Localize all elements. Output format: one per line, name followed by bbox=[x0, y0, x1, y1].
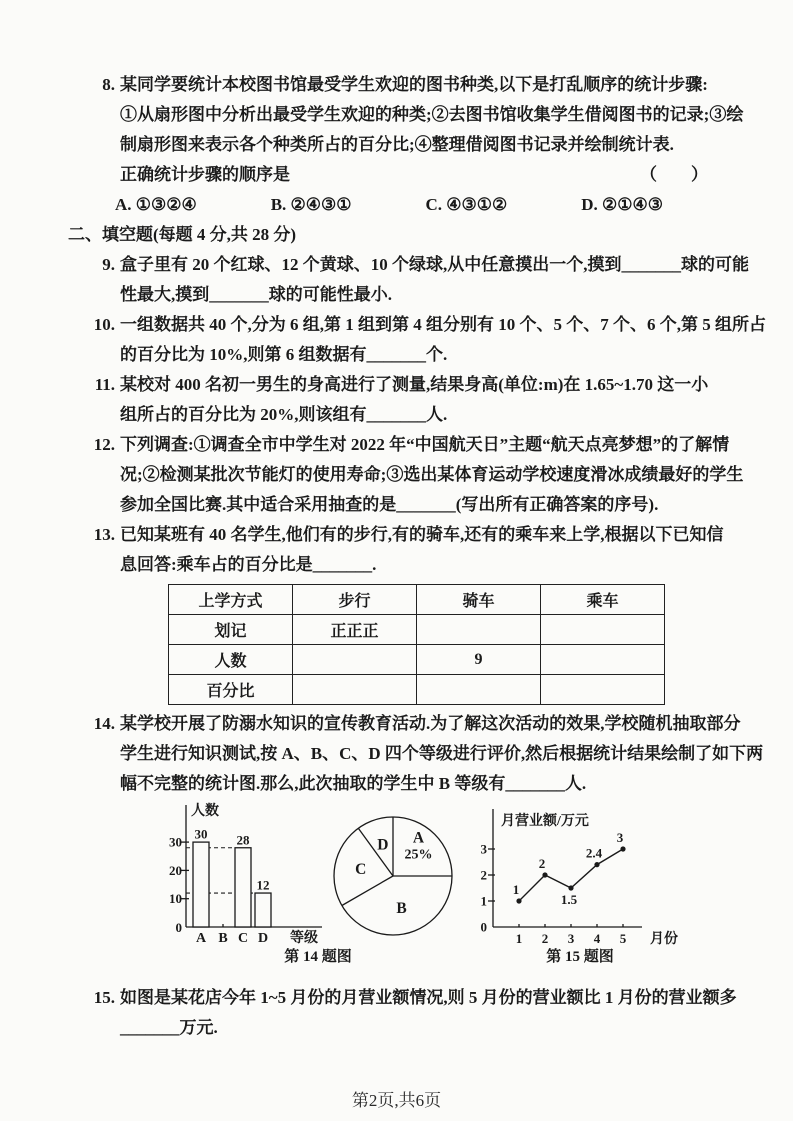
question-text: 正确统计步骤的顺序是 bbox=[120, 165, 290, 184]
y-tick-label: 20 bbox=[169, 862, 182, 878]
point-label: 1.5 bbox=[560, 892, 578, 907]
bar bbox=[255, 893, 271, 927]
table-cell bbox=[417, 615, 541, 645]
table-cell bbox=[541, 645, 665, 675]
x-tick-label: B bbox=[218, 931, 228, 946]
bar bbox=[235, 848, 251, 927]
table-cell: 正正正 bbox=[293, 615, 417, 645]
y-tick-label: 10 bbox=[169, 891, 182, 907]
question-8 bbox=[0, 70, 793, 220]
bar bbox=[193, 842, 209, 927]
bar-value-label: 30 bbox=[194, 826, 208, 842]
question-line: 幅不完整的统计图.那么,此次抽取的学生中 B 等级有_______人. bbox=[120, 774, 587, 793]
choice-d: D. ②①④③ bbox=[581, 195, 663, 214]
question-15 bbox=[0, 983, 793, 1043]
question-number: 10. bbox=[93, 315, 115, 334]
question-line: 的百分比为 10%,则第 6 组数据有_______个. bbox=[120, 345, 448, 364]
table-row bbox=[169, 645, 665, 675]
choice-row bbox=[0, 190, 663, 220]
commute-table bbox=[168, 584, 665, 705]
section-title: 二、填空题 bbox=[68, 225, 153, 244]
point-label: 1 bbox=[512, 882, 520, 897]
figures-row bbox=[0, 799, 793, 971]
x-tick-label: 1 bbox=[515, 931, 523, 946]
question-line: ①从扇形图中分析出最受学生欢迎的种类;②去图书馆收集学生借阅图书的记录;③绘 bbox=[120, 105, 744, 124]
question-text: 某校对 400 名初一男生的身高进行了测量,结果身高(单位:m)在 1.65~1.70 这一小 bbox=[120, 375, 709, 394]
question-line: 性最大,摸到_______球的可能性最小. bbox=[120, 285, 392, 304]
table-cell bbox=[293, 645, 417, 675]
pie-slice-label: C bbox=[355, 861, 367, 879]
question-number: 12. bbox=[93, 435, 115, 454]
question-line: _______万元. bbox=[120, 1018, 218, 1037]
table-cell: 人数 bbox=[169, 645, 293, 675]
x-tick-label: A bbox=[195, 931, 207, 946]
pie-slice-value: 25% bbox=[404, 847, 433, 863]
y-tick-label: 30 bbox=[169, 834, 182, 850]
figure-caption-14: 第 14 题图 bbox=[284, 949, 352, 965]
question-text: 某同学要统计本校图书馆最受学生欢迎的图书种类,以下是打乱顺序的统计步骤: bbox=[120, 75, 708, 94]
choice-c: C. ④③①② bbox=[425, 195, 508, 214]
table-cell bbox=[417, 675, 541, 705]
table-cell: 骑车 bbox=[417, 585, 541, 615]
question-line bbox=[0, 250, 793, 280]
table-cell: 上学方式 bbox=[169, 585, 293, 615]
question-line bbox=[0, 520, 793, 550]
question-line: 参加全国比赛.其中适合采用抽查的是_______(写出所有正确答案的序号). bbox=[120, 495, 659, 514]
question-text: 如图是某花店今年 1~5 月份的月营业额情况,则 5 月份的营业额比 1 月份的营业额多 bbox=[120, 988, 737, 1007]
section-meta: (每题 4 分,共 28 分) bbox=[153, 225, 297, 244]
table-cell: 乘车 bbox=[541, 585, 665, 615]
question-line: 息回答:乘车占的百分比是_______. bbox=[120, 555, 377, 574]
data-point bbox=[620, 846, 625, 851]
question-line: 制扇形图来表示各个种类所占的百分比;④整理借阅图书记录并绘制统计表. bbox=[120, 135, 674, 154]
page-footer: 第2页,共6页 bbox=[351, 1091, 442, 1110]
question-10 bbox=[0, 310, 793, 370]
table-cell: 9 bbox=[417, 645, 541, 675]
pie-slice-label: D bbox=[377, 836, 389, 854]
point-label: 3 bbox=[616, 830, 624, 845]
x-axis-label: 月份 bbox=[650, 932, 678, 947]
pie-chart-q14 bbox=[328, 809, 460, 941]
y-axis-label: 人数 bbox=[191, 804, 219, 819]
question-9 bbox=[0, 250, 793, 310]
data-point bbox=[542, 872, 547, 877]
question-14 bbox=[0, 709, 793, 799]
pie-slice-label: A bbox=[412, 829, 425, 847]
table-row bbox=[169, 585, 665, 615]
y-tick-label: 1 bbox=[480, 893, 487, 909]
bar-value-label: 28 bbox=[236, 832, 250, 848]
question-number: 15. bbox=[93, 988, 115, 1007]
data-point bbox=[594, 862, 599, 867]
svg-text:0: 0 bbox=[175, 920, 182, 935]
bar-value-label: 12 bbox=[256, 877, 270, 893]
question-line bbox=[0, 370, 793, 400]
y-tick-label: 3 bbox=[480, 841, 487, 857]
x-tick-label: 3 bbox=[567, 931, 575, 946]
y-axis-label: 月营业额/万元 bbox=[501, 814, 589, 829]
answer-brackets: （ ） bbox=[640, 165, 708, 184]
svg-text:0: 0 bbox=[480, 919, 487, 935]
table-cell: 步行 bbox=[293, 585, 417, 615]
section-header bbox=[0, 220, 793, 250]
question-line bbox=[0, 983, 793, 1013]
pie-slice-label: B bbox=[396, 899, 407, 917]
question-text: 已知某班有 40 名学生,他们有的步行,有的骑车,还有的乘车来上学,根据以下已知信 bbox=[120, 525, 724, 544]
x-tick-label: C bbox=[237, 931, 249, 946]
question-text: 某学校开展了防溺水知识的宣传教育活动.为了解这次活动的效果,学校随机抽取部分 bbox=[120, 714, 741, 733]
question-12 bbox=[0, 430, 793, 520]
x-tick-label: 2 bbox=[541, 931, 549, 946]
question-line bbox=[0, 709, 793, 739]
x-tick-label: 4 bbox=[593, 931, 601, 946]
y-tick-label: 2 bbox=[480, 867, 487, 883]
question-line bbox=[0, 430, 793, 460]
point-label: 2.4 bbox=[585, 845, 603, 861]
point-label: 2 bbox=[538, 856, 546, 871]
table-row bbox=[169, 615, 665, 645]
figure-caption-15: 第 15 题图 bbox=[546, 949, 614, 965]
choice-b: B. ②④③① bbox=[270, 195, 352, 214]
question-line bbox=[0, 310, 793, 340]
question-number: 14. bbox=[93, 714, 115, 733]
question-text: 下列调查:①调查全市中学生对 2022 年“中国航天日”主题“航天点亮梦想”的了解情 bbox=[120, 435, 730, 454]
question-line: 学生进行知识测试,按 A、B、C、D 四个等级进行评价,然后根据统计结果绘制了如下两 bbox=[120, 744, 764, 763]
question-line: 组所占的百分比为 20%,则该组有_______人. bbox=[120, 405, 448, 424]
question-11 bbox=[0, 370, 793, 430]
question-line: 况;②检测某批次节能灯的使用寿命;③选出某体育运动学校速度滑冰成绩最好的学生 bbox=[120, 465, 744, 484]
table-cell: 划记 bbox=[169, 615, 293, 645]
x-tick-label: 5 bbox=[619, 931, 627, 946]
table-row bbox=[169, 675, 665, 705]
x-tick-label: D bbox=[257, 931, 269, 946]
question-number: 8. bbox=[102, 75, 115, 94]
question-number: 9. bbox=[102, 255, 115, 274]
question-number: 13. bbox=[93, 525, 115, 544]
table-cell bbox=[541, 615, 665, 645]
table-cell bbox=[293, 675, 417, 705]
choice-a: A. ①③②④ bbox=[115, 195, 197, 214]
data-point bbox=[568, 885, 573, 890]
line-chart-q15 bbox=[478, 801, 693, 951]
table-cell: 百分比 bbox=[169, 675, 293, 705]
question-text: 盒子里有 20 个红球、12 个黄球、10 个绿球,从中任意摸出一个,摸到_______球的可能 bbox=[120, 255, 749, 274]
question-13 bbox=[0, 520, 793, 705]
question-line bbox=[0, 160, 793, 190]
data-point bbox=[516, 898, 521, 903]
question-text: 一组数据共 40 个,分为 6 组,第 1 组到第 4 组分别有 10 个、5 个、7 个、6 个,第 5 组所占 bbox=[120, 315, 766, 334]
bar-chart-q14 bbox=[156, 799, 326, 951]
table-cell bbox=[541, 675, 665, 705]
question-line bbox=[0, 70, 793, 100]
question-number: 11. bbox=[94, 375, 115, 394]
x-axis-label: 等级 bbox=[290, 931, 318, 946]
